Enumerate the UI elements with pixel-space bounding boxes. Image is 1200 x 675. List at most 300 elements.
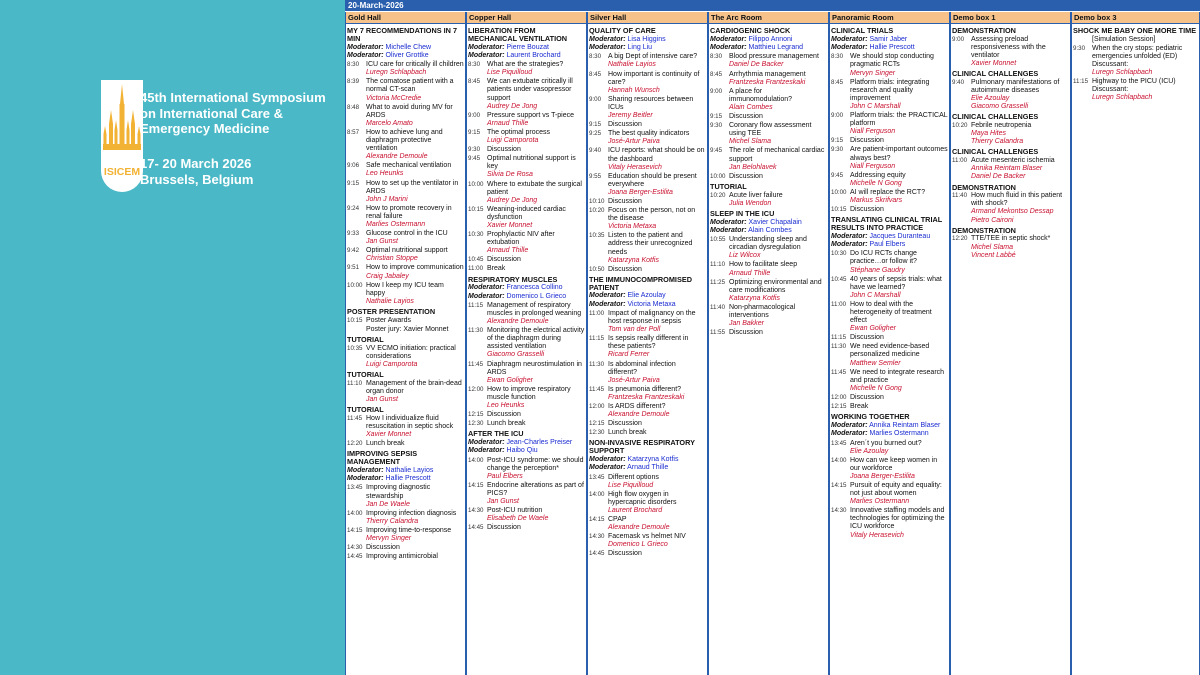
moderator-label: Moderator:	[468, 43, 505, 51]
talk-title: We need evidence-based personalized medicine	[850, 343, 930, 359]
moderator-name: Hallie Prescott	[869, 44, 915, 52]
moderator-line	[589, 36, 706, 44]
session-title: RESPIRATORY MUSCLES	[468, 274, 558, 284]
talk-time: 9:15	[710, 113, 723, 121]
talk-speaker: Lise Piquilloud	[487, 69, 533, 77]
talk-speaker: Luigi Camporota	[366, 360, 418, 368]
talk-speaker: Jan Gunst	[366, 238, 398, 246]
talk-row	[710, 113, 827, 121]
talk-row	[347, 129, 464, 161]
moderator-name: Matthieu Legrand	[748, 44, 803, 52]
talk-time: 11:30	[589, 360, 605, 368]
talk-time: 14:15	[831, 482, 847, 489]
talk-time: 8:45	[589, 70, 602, 78]
session-title: NON-INVASIVE RESPIRATORY SUPPORT	[589, 438, 695, 456]
session-block	[589, 276, 706, 438]
talk-row	[468, 411, 585, 419]
moderator-name: Elie Azoulay	[627, 292, 666, 300]
talk-title: Acute liver failure	[729, 191, 783, 199]
talk-speaker: Leo Heunks	[487, 402, 525, 410]
talk-row	[710, 329, 827, 337]
moderator-line	[710, 219, 827, 227]
talk-speaker: Katarzyna Kotfis	[729, 294, 780, 302]
talk-time: 10:00	[831, 188, 847, 196]
moderator-label: Moderator:	[831, 241, 868, 249]
session-block	[347, 308, 464, 334]
talk-row	[347, 326, 464, 334]
talk-time: 8:30	[468, 61, 481, 69]
talk-row	[347, 205, 464, 229]
moderator-name: Haibo Qiu	[506, 447, 538, 455]
talk-title: Discussion	[729, 329, 763, 337]
talk-speaker: Mervyn Singer	[850, 69, 896, 77]
talk-time: 9:51	[347, 264, 360, 272]
talk-row	[952, 36, 1069, 68]
hall-column	[587, 12, 708, 675]
talk-row	[831, 112, 948, 136]
talk-time: 14:30	[831, 507, 847, 515]
talk-time: 13:45	[831, 439, 847, 447]
talk-row	[1073, 36, 1198, 44]
talk-speaker: Tom van der Poll	[608, 326, 661, 334]
talk-time: 8:30	[347, 61, 360, 69]
talk-time: 10:00	[347, 281, 363, 289]
talk-title: We can extubate critically ill patients under vasopressor support	[487, 78, 573, 102]
talk-speaker: Victoria Metaxa	[608, 223, 657, 231]
talk-row	[589, 207, 706, 231]
talk-title: Discussion	[487, 256, 521, 264]
moderator-label: Moderator:	[589, 44, 626, 52]
talk-time: 9:00	[831, 112, 844, 120]
talk-row	[468, 155, 585, 179]
talk-row	[831, 343, 948, 367]
talk-time: 12:30	[468, 420, 484, 428]
talk-speaker: Jan Bakker	[729, 320, 765, 328]
talk-row	[952, 122, 1069, 146]
talk-time: 11:00	[468, 265, 484, 273]
talk-time: 9:00	[468, 111, 481, 119]
talk-row	[347, 264, 464, 280]
talk-title: How to facilitate sleep	[729, 261, 798, 269]
talk-row	[589, 550, 706, 558]
talk-row	[710, 147, 827, 171]
hall-header: Demo box 1	[951, 12, 1070, 24]
talk-speaker: Niall Ferguson	[850, 128, 896, 136]
session-title: AFTER THE ICU	[468, 429, 524, 439]
talk-row	[589, 403, 706, 419]
talk-row	[831, 507, 948, 539]
talk-title: Listen to the patient and address their unrecognized needs	[608, 232, 693, 256]
talk-row	[831, 334, 948, 342]
session-title: CLINICAL CHALLENGES	[952, 69, 1039, 79]
talk-time: 10:15	[468, 205, 484, 213]
session-block	[347, 406, 464, 448]
moderator-line	[468, 439, 585, 447]
talk-speaker: John C Marshall	[850, 102, 901, 110]
moderator-line	[831, 241, 948, 249]
talk-speaker: Vitaly Herasevich	[850, 531, 904, 539]
talk-title: Post-ICU syndrome: we should change the perception*	[487, 456, 584, 472]
talk-row	[710, 53, 827, 69]
session-title: THE IMMUNOCOMPROMISED PATIENT	[589, 274, 692, 292]
talk-row	[468, 386, 585, 410]
talk-title: Break	[487, 265, 506, 273]
talk-row	[347, 440, 464, 448]
talk-row	[468, 361, 585, 385]
talk-row	[831, 79, 948, 111]
talk-title: Poster Awards	[366, 316, 412, 324]
talk-title: Discussion	[608, 265, 642, 273]
moderator-name: Katarzyna Kotfis	[627, 456, 679, 464]
talk-title: How to set up the ventilator in ARDS	[366, 179, 459, 195]
talk-row	[347, 104, 464, 128]
talk-time: 9:00	[952, 35, 965, 43]
talk-title: Is sepsis really different in these patients?	[608, 335, 689, 351]
talk-row	[589, 96, 706, 120]
talk-speaker: Matthew Semler	[850, 359, 901, 367]
talk-speaker: Frantzeska Frantzeskaki	[729, 78, 806, 86]
session-block	[468, 430, 585, 532]
talk-title: Education should be present everywhere	[608, 172, 697, 188]
talk-row	[589, 335, 706, 359]
talk-title: Safe mechanical ventilation	[366, 162, 452, 170]
session-title: CLINICAL CHALLENGES	[952, 112, 1039, 122]
talk-title: Arrhythmia management	[729, 70, 806, 78]
talk-time: 9:30	[468, 146, 481, 154]
talk-speaker: Alexandre Demoule	[608, 411, 670, 419]
talk-time: 10:15	[347, 316, 363, 324]
talk-time: 9:30	[1073, 44, 1086, 52]
talk-title: The optimal process	[487, 128, 551, 136]
talk-row	[468, 327, 585, 359]
talk-row	[589, 429, 706, 437]
session-block	[347, 450, 464, 561]
talk-title: Innovative staffing models and technologies for optimizing the ICU workforce	[850, 507, 945, 531]
talk-row	[468, 231, 585, 255]
talk-speaker: Michel Slama Vincent Labbé	[971, 243, 1016, 259]
talk-title: ICU care for critically ill children	[366, 61, 464, 69]
moderator-name: Arnaud Thille	[627, 464, 669, 472]
talk-speaker: Arnaud Thille	[729, 269, 771, 277]
session-block	[952, 113, 1069, 146]
talk-speaker: Stéphane Gaudry	[850, 266, 905, 274]
talk-time: 12:15	[831, 403, 847, 411]
talk-row	[347, 180, 464, 204]
talk-title: Facemask vs helmet NIV	[608, 533, 686, 541]
talk-speaker: John C Marshall	[850, 291, 901, 299]
talk-speaker: Markus Skrifvars	[850, 196, 903, 204]
talk-time: 14:00	[347, 509, 363, 517]
moderator-name: Francesca Collino	[506, 284, 563, 292]
talk-speaker: Annika Reintam Blaser Daniel De Backer	[971, 165, 1043, 181]
talk-title: A big Dept of intensive care?	[608, 53, 698, 61]
talk-title: Blood pressure management	[729, 53, 819, 61]
talk-row	[347, 317, 464, 325]
talk-row	[347, 484, 464, 508]
session-title: DEMONSTRATION	[952, 26, 1016, 35]
talk-time: 8:30	[831, 53, 844, 61]
moderator-line	[347, 44, 464, 52]
talk-speaker: Jan Gunst	[487, 498, 519, 506]
talk-speaker: Victoria McCredie	[366, 94, 422, 102]
talk-time: 9:00	[589, 95, 602, 103]
talk-time: 9:40	[589, 147, 602, 155]
session-block	[1073, 27, 1198, 103]
moderator-line	[468, 447, 585, 455]
session-block	[831, 27, 948, 214]
talk-row	[831, 172, 948, 188]
talk-time: 12:00	[831, 393, 847, 401]
talk-row	[347, 553, 464, 561]
talk-speaker: Daniel De Backer	[729, 61, 784, 69]
moderator-label: Moderator:	[468, 439, 505, 447]
session-block	[468, 27, 585, 274]
session-block	[831, 216, 948, 411]
talk-time: 14:30	[347, 544, 363, 552]
talk-time: 12:20	[952, 235, 968, 243]
talk-speaker: Xavier Monnet	[971, 60, 1017, 68]
date-banner: 20-March-2026	[345, 0, 1200, 11]
talk-row	[952, 157, 1069, 181]
talk-title: AI will replace the RCT?	[850, 188, 926, 196]
talk-title: Discussion	[850, 206, 884, 214]
talk-time: 10:30	[831, 250, 847, 258]
talk-row	[831, 137, 948, 145]
talk-title: Glucose control in the ICU	[366, 230, 448, 238]
talk-speaker: Leo Heunks	[366, 170, 404, 178]
talk-title: Addressing equity	[850, 171, 906, 179]
talk-time: 9:40	[952, 78, 965, 86]
talk-row	[468, 420, 585, 428]
moderator-name: Ling Liu	[627, 44, 653, 52]
talk-row	[589, 386, 706, 402]
talk-title: Are patient-important outcomes always best?	[850, 146, 948, 162]
talk-time: 10:10	[589, 197, 605, 205]
talk-speaker: Alexandre Demoule	[487, 318, 549, 326]
talk-speaker: Jeremy Beitler	[608, 112, 653, 120]
talk-speaker: Audrey De Jong	[487, 102, 538, 110]
talk-row	[710, 192, 827, 208]
talk-title: Discussion	[487, 524, 521, 532]
talk-title: We should stop conducting pragmatic RCTs	[850, 53, 934, 69]
talk-row	[347, 61, 464, 77]
talk-time: 9:15	[831, 137, 844, 145]
moderator-label: Moderator:	[468, 284, 505, 292]
talk-speaker: Luregn Schlapbach	[366, 69, 427, 77]
talk-row	[468, 507, 585, 523]
moderator-line	[831, 422, 948, 430]
talk-time: 11:40	[952, 192, 968, 200]
talk-row	[347, 380, 464, 404]
moderator-label: Moderator:	[831, 44, 868, 52]
session-block	[347, 336, 464, 369]
talk-row	[468, 206, 585, 230]
talk-title: Improving diagnostic stewardship	[366, 484, 431, 500]
hall-header: Demo box 3	[1072, 12, 1199, 24]
moderator-line	[710, 36, 827, 44]
talk-title: [Simulation Session]	[1092, 35, 1156, 43]
dates-text: 17- 20 March 2026	[140, 156, 252, 171]
talk-time: 11:00	[589, 310, 605, 318]
brand-panel	[0, 0, 345, 675]
moderator-line	[831, 430, 948, 438]
talk-time: 9:24	[347, 204, 360, 212]
talk-speaker: Armand Mekontso Dessap Pietro Caironi	[971, 208, 1054, 224]
talk-time: 11:45	[468, 360, 484, 368]
talk-row	[589, 474, 706, 490]
hall-column	[950, 12, 1071, 675]
talk-title: Pursuit of equity and equality: not just about women	[850, 482, 942, 498]
talk-row	[589, 71, 706, 95]
talk-speaker: Elie Azoulay Giacomo Grasselli	[971, 95, 1029, 111]
talk-row	[589, 53, 706, 69]
talk-title: Management of respiratory muscles in prolonged weaning	[487, 301, 582, 318]
talk-title: Is abdominal infection different?	[608, 360, 676, 376]
talk-title: How to improve respiratory muscle function	[487, 385, 571, 401]
talk-row	[589, 420, 706, 428]
session-title: CLINICAL CHALLENGES	[952, 147, 1039, 157]
city-text: Brussels, Belgium	[140, 171, 254, 187]
talk-title: Post-ICU nutrition	[487, 507, 543, 515]
session-title: TUTORIAL	[347, 334, 384, 344]
moderator-name: Filippo Annoni	[748, 35, 793, 43]
talk-time: 14:30	[468, 507, 484, 515]
talk-title: Understanding sleep and circadian dysregulation	[729, 236, 807, 252]
moderator-name: Alain Combes	[748, 226, 792, 234]
talk-row	[589, 130, 706, 146]
talk-title: Platform trials: the PRACTICAL platform	[850, 112, 948, 128]
talk-row	[468, 524, 585, 532]
talk-row	[831, 457, 948, 481]
talk-title: Discussion	[487, 411, 521, 419]
talk-time: 10:00	[710, 172, 726, 180]
talk-time: 9:55	[589, 172, 602, 180]
talk-time: 8:39	[347, 78, 360, 86]
hall-header: Copper Hall	[467, 12, 586, 24]
talk-row	[1073, 45, 1198, 77]
moderator-label: Moderator:	[710, 218, 747, 226]
session-block	[347, 27, 464, 306]
talk-title: Different options	[608, 473, 659, 481]
talk-row	[710, 88, 827, 112]
talk-speaker: Marcelo Amato	[366, 119, 413, 127]
talk-title: Weaning-induced cardiac dysfunction	[487, 205, 566, 221]
talk-title: Improving antimicrobial	[366, 553, 438, 561]
talk-title: Discussion	[850, 393, 884, 401]
session-title: TUTORIAL	[347, 405, 384, 415]
talk-title: What are the strategies?	[487, 61, 564, 69]
moderator-label: Moderator:	[468, 292, 505, 300]
talk-row	[468, 78, 585, 110]
talk-time: 8:30	[710, 53, 723, 61]
session-title: CLINICAL TRIALS	[831, 26, 894, 35]
talk-title: How can we keep women in our workforce	[850, 456, 938, 472]
session-title: TRANSLATING CLINICAL TRIAL RESULTS INTO PRACTICE	[831, 215, 943, 232]
talk-time: 10:45	[468, 256, 484, 264]
talk-row	[468, 265, 585, 273]
moderator-label: Moderator:	[710, 35, 747, 43]
moderator-name: Xavier Chapalain	[748, 218, 802, 226]
talk-row	[831, 206, 948, 214]
hall-header: Panoramic Room	[830, 12, 949, 24]
talk-row	[1073, 78, 1198, 102]
moderator-name: Marlies Ostermann	[869, 430, 929, 438]
talk-speaker: Silvia De Rosa	[487, 171, 533, 179]
talk-title: CPAP	[608, 516, 627, 524]
talk-title: The best quality indicators	[608, 130, 690, 138]
talk-title: Poster jury: Xavier Monnet	[366, 325, 449, 333]
talk-row	[589, 232, 706, 264]
talk-title: Discussion	[608, 121, 642, 129]
talk-title: How important is continuity of care?	[608, 70, 700, 86]
session-title: MY 7 RECOMMENDATIONS IN 7 MIN	[347, 26, 458, 43]
talk-row	[589, 361, 706, 385]
moderator-line	[468, 52, 585, 60]
talk-speaker: Xavier Monnet	[487, 221, 533, 229]
talk-time: 11:15	[1073, 78, 1089, 86]
talk-row	[468, 146, 585, 154]
talk-time: 11:00	[952, 157, 968, 165]
talk-time: 9:15	[589, 121, 602, 129]
talk-time: 8:48	[347, 103, 360, 111]
talk-row	[347, 282, 464, 306]
moderator-label: Moderator:	[589, 464, 626, 472]
talk-speaker: Jan Belohlavek	[729, 163, 777, 171]
talk-row	[589, 533, 706, 549]
symposium-title: 45th International Symposium on International Care & Emergency Medicine	[140, 90, 326, 137]
talk-title: Discussion	[487, 146, 521, 154]
talk-speaker: Joana Berger-Estilita	[850, 472, 915, 480]
talk-time: 8:30	[589, 53, 602, 61]
talk-time: 10:35	[589, 232, 605, 240]
moderator-line	[468, 284, 585, 292]
moderator-line	[831, 233, 948, 241]
talk-row	[589, 198, 706, 206]
talk-time: 10:20	[952, 122, 968, 130]
talk-row	[710, 173, 827, 181]
talk-speaker: Craig Jabaley	[366, 272, 409, 280]
talk-title: How to achieve lung and diaphragm protective ventilation	[366, 128, 443, 153]
talk-speaker: Xavier Monnet	[366, 431, 412, 439]
talk-time: 14:45	[468, 524, 484, 532]
talk-time: 10:30	[468, 231, 484, 239]
talk-time: 11:30	[468, 327, 484, 335]
talk-speaker: Christian Stoppe	[366, 255, 418, 263]
talk-title: Prophylactic NIV after extubation	[487, 231, 555, 247]
talk-title: Do ICU RCTs change practice…or follow it?	[850, 250, 917, 266]
session-title: CARDIOGENIC SHOCK	[710, 26, 791, 35]
talk-title: Lunch break	[608, 429, 647, 437]
talk-title: Discussion	[366, 544, 400, 552]
talk-speaker: Arnaud Thille	[487, 247, 529, 255]
talk-time: 14:30	[589, 533, 605, 541]
talk-time: 11:15	[468, 301, 484, 309]
talk-time: 8:57	[347, 128, 360, 136]
talk-speaker: Luigi Camporota	[487, 137, 539, 145]
moderator-line	[831, 36, 948, 44]
talk-time: 12:20	[347, 440, 363, 448]
moderator-name: Michelle Chew	[385, 43, 432, 51]
hall-column	[829, 12, 950, 675]
talk-row	[831, 53, 948, 77]
talk-title: Is pneumonia different?	[608, 385, 682, 393]
talk-time: 14:45	[589, 550, 605, 558]
talk-title: Endocrine alterations as part of PICS?	[487, 482, 584, 498]
talk-speaker: Laurent Brochard	[608, 506, 663, 514]
session-title: WORKING TOGETHER	[831, 412, 910, 422]
talk-speaker: Elie Azoulay	[850, 447, 889, 455]
talk-time: 11:45	[347, 414, 363, 422]
